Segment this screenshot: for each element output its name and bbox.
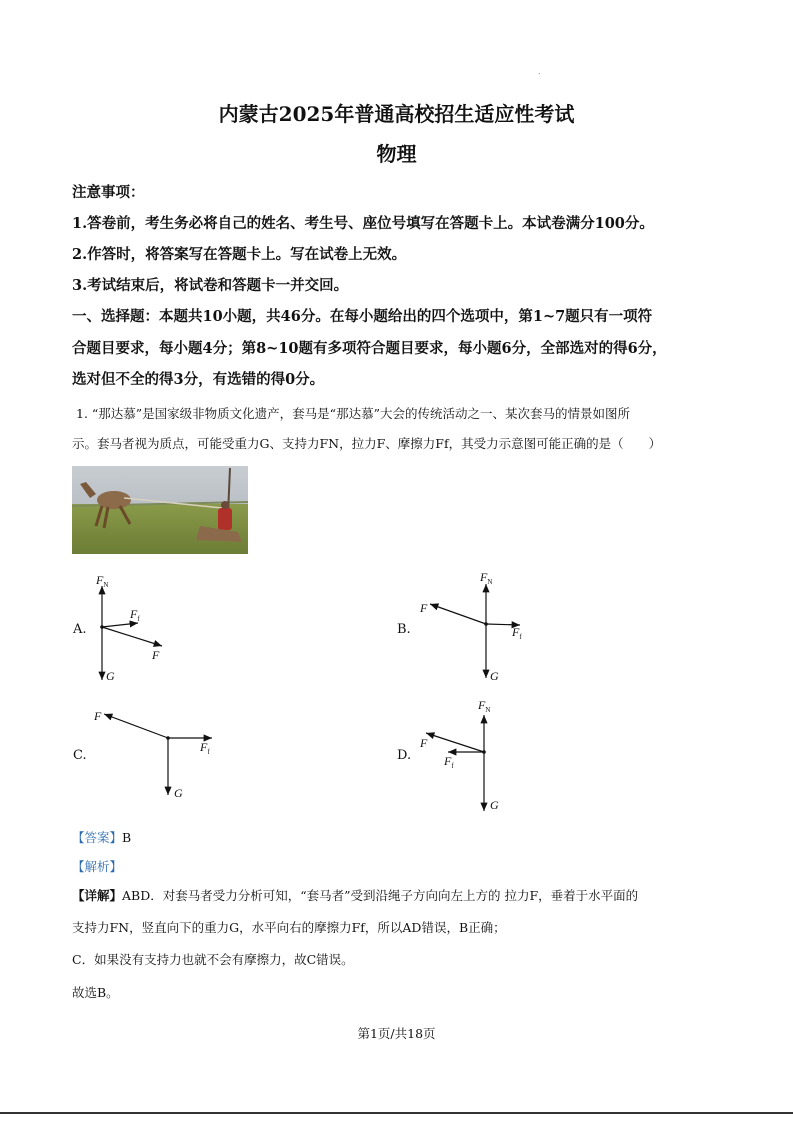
option-b-ff-label: $F_f$ [512,625,522,641]
question1-line-1: 1. “那达慕”是国家级非物质文化遗产，套马是“那达慕”大会的传统活动之一、某次套马的情景如图所 [76,406,630,421]
detail-line-2: 支持力FN，竖直向下的重力G，水平向右的摩擦力Ff，所以AD错误，B正确； [72,920,506,935]
option-b-f-arrow [430,604,486,624]
option-c-label: C. [73,748,87,763]
option-d-g-label: G [490,798,499,812]
option-c-ff-label: $F_f$ [200,740,210,756]
page-footer: 第1页/共18页 [357,1026,436,1041]
corner-dot: . [538,67,541,76]
option-a-f-label: F [152,648,160,662]
answer-tag: 【答案】 [72,830,123,845]
detail-tag: 【详解】 [72,888,123,903]
notice-item-1: 1.答卷前，考生务必将自己的姓名、考生号、座位号填写在答题卡上。本试卷满分100分。 [72,215,654,232]
option-a-ff-label: $F_f$ [130,607,140,623]
analysis-tag: 【解析】 [72,859,123,874]
notice-item-3: 3.考试结束后，将试卷和答题卡一并交回。 [72,277,349,294]
answer-value: B [122,830,132,845]
option-a-g-label: G [106,669,115,683]
detail-text-1: ABD．对套马者受力分析可知，“套马者”受到沿绳子方向向左上方的 拉力F，垂着于水平面的 [122,888,639,903]
option-d-diagram [410,695,530,820]
option-d-f-label: F [420,736,428,750]
option-a-label: A. [73,622,87,637]
bottom-divider [0,1112,793,1114]
section1-line-2: 合题目要求，每小题4分；第8~10题有多项符合题目要求，每小题6分，全部选对的得6分， [72,340,667,357]
question1-line-2: 示。套马者视为质点，可能受重力G、支持力FN，拉力F、摩擦力Ff，其受力示意图可能正确的是（ ） [72,436,662,451]
exam-title: 内蒙古2025年普通高校招生适应性考试 [218,102,575,126]
conclusion: 故选B。 [72,985,119,1000]
option-d-label: D. [397,748,412,763]
section1-line-3: 选对但不全的得3分，有选错的得0分。 [72,371,325,388]
subject-title: 物理 [376,142,417,166]
option-d-fn-label: $F_N$ [478,698,491,714]
option-a-ff-arrow [102,623,138,627]
section1-line-1: 一、选择题：本题共10小题，共46分。在每小题给出的四个选项中，第1~7题只有一项符 [72,308,653,325]
option-c-diagram [88,700,228,810]
option-a-fn-label: $F_N$ [96,573,109,589]
option-a-f-arrow [102,627,162,646]
detail-line-3: C．如果没有支持力也就不会有摩擦力，故C错误。 [72,952,354,967]
option-d-f-arrow [426,733,484,752]
option-a-diagram [90,570,190,690]
option-b-diagram [410,570,540,690]
option-c-f-arrow [104,714,168,738]
answer-line [72,828,131,846]
option-c-f-label: F [94,709,102,723]
detail-line-1 [72,886,638,904]
option-b-fn-label: $F_N$ [480,570,493,586]
notice-item-2: 2.作答时，将答案写在答题卡上。写在试卷上无效。 [72,246,407,263]
notice-heading: 注意事项： [72,184,145,201]
option-b-g-label: G [490,669,499,683]
option-d-ff-label: $F_f$ [444,754,454,770]
option-c-g-label: G [174,786,183,800]
option-b-f-label: F [420,601,428,615]
option-b-label: B. [397,622,411,637]
horse-lasso-photo [72,466,248,554]
